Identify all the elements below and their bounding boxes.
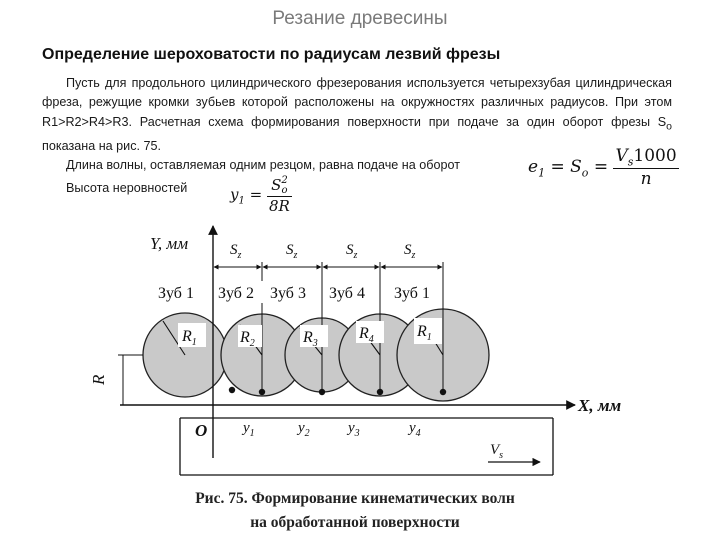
formula2-eq: =: [249, 185, 263, 204]
y-label-3-main: y: [348, 420, 355, 436]
formula2-lhs: y: [230, 185, 239, 204]
formula2-num-sup: 2: [281, 175, 288, 186]
radius-label-1-sub: 1: [191, 337, 197, 348]
sz-label-4-sub: z: [411, 250, 416, 261]
radius-label-5-sub: 1: [426, 332, 432, 343]
radius-label-4-main: R: [359, 325, 369, 342]
sz-label-2: [286, 242, 298, 261]
sz-label-1: [230, 242, 242, 261]
tooth-label-2: Зуб 2: [218, 285, 254, 302]
y-label-1: [241, 420, 255, 439]
sz-label-3-main: S: [346, 242, 354, 258]
formula1-eq2: =: [593, 157, 609, 178]
paragraph-subscript: о: [666, 120, 672, 133]
tooth-label-5: Зуб 1: [394, 285, 430, 302]
formula1-mid-sub: o: [581, 166, 589, 180]
formula2-num-s: S: [271, 176, 282, 194]
formula2-num-sub: o: [281, 185, 288, 196]
x-axis-label: X, мм: [578, 396, 622, 415]
formula1-lhs-sub: 1: [538, 166, 546, 180]
y-label-1-main: y: [243, 420, 250, 436]
feed-label: [490, 442, 503, 461]
slide-title: Резание древесины: [272, 8, 448, 29]
formula1-num-tail: 1000: [633, 146, 677, 166]
sz-label-2-sub: z: [293, 250, 298, 261]
roughness-height-line: Высота неровностей: [66, 181, 188, 195]
radius-label-2-main: R: [240, 329, 250, 346]
radius-label-2-sub: 2: [249, 338, 255, 349]
formula1-denominator: n: [640, 169, 652, 190]
paragraph-end: показана на рис. 75.: [42, 138, 162, 153]
profile-point-5: [440, 389, 446, 395]
sz-label-2-main: S: [286, 242, 294, 258]
paragraph-text: Пусть для продольного цилиндрического фрезерования используется четырехзубая цилиндрическая фреза, режущие кромки зубьев которой расположены на окружностях различных радиусов. При этом R1>R2>R4>R3. Расчетная схема формирования поверхности при подаче за один оборот фрезы S: [42, 76, 672, 129]
y-label-2-main: y: [298, 420, 305, 436]
tooth-label-1: Зуб 1: [158, 285, 194, 302]
figure-caption-line-2: на обработанной поверхности: [250, 514, 460, 531]
feed-label-main: V: [490, 442, 500, 458]
y-label-3: [346, 420, 360, 439]
formula1-num-sub: s: [627, 155, 634, 169]
y-label-2: [296, 420, 310, 439]
radius-label-3-main: R: [303, 329, 313, 346]
origin-label: O: [195, 421, 208, 440]
formula2-lhs-sub: 1: [238, 195, 245, 207]
figure-caption-line-1: Рис. 75. Формирование кинематических волн: [195, 490, 515, 507]
y-label-1-sub: 1: [249, 428, 255, 439]
sz-label-1-sub: z: [237, 250, 242, 261]
profile-point-2: [259, 389, 265, 395]
sz-label-4-main: S: [404, 242, 412, 258]
y-label-2-sub: 2: [304, 428, 310, 439]
tooth-label-4: Зуб 4: [329, 285, 365, 302]
y-label-3-sub: 3: [354, 428, 360, 439]
radius-label-5-main: R: [417, 323, 427, 340]
y-label-4-sub: 4: [415, 428, 421, 439]
y-axis-label: Y, мм: [150, 234, 189, 253]
sz-label-4: [404, 242, 416, 261]
formula1-lhs: e: [528, 157, 539, 178]
profile-point-4: [377, 389, 383, 395]
sz-label-3-sub: z: [353, 250, 358, 261]
profile-point-3: [319, 389, 325, 395]
sz-label-3: [346, 242, 358, 261]
tooth-label-3: Зуб 3: [270, 285, 306, 302]
formula1-eq1: =: [550, 157, 565, 178]
profile-point-1: [229, 387, 235, 393]
radius-label-1-main: R: [182, 328, 192, 345]
wave-length-line: Длина волны, оставляемая одним резцом, равна подаче на оборот: [66, 158, 460, 172]
formula2-denominator: 8R: [269, 197, 290, 215]
section-heading: Определение шероховатости по радиусам лезвий фрезы: [42, 46, 501, 63]
y-label-4: [407, 420, 421, 439]
formula1-num-v: V: [615, 146, 628, 166]
y-label-4-main: y: [409, 420, 416, 436]
radius-label-4-sub: 4: [368, 334, 374, 345]
sz-label-1-main: S: [230, 242, 238, 258]
feed-label-sub: s: [499, 450, 504, 461]
r-label: R: [89, 374, 108, 385]
radius-label-3-sub: 3: [312, 338, 318, 349]
formula1-mid: S: [570, 157, 582, 178]
